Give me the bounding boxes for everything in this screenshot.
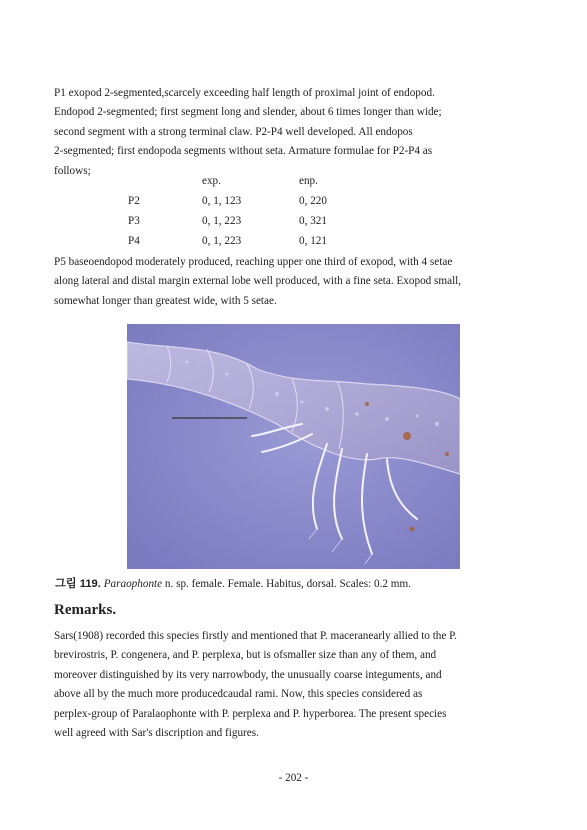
formula-leg: P2: [128, 195, 140, 207]
text-line: Endopod 2-segmented; first segment long and slender, about 6 times longer than wide;: [54, 106, 442, 119]
formula-enp: 0, 321: [299, 215, 327, 227]
header-exp: exp.: [202, 175, 221, 187]
page-number: - 202 -: [278, 772, 309, 784]
copepod-illustration: [127, 324, 460, 569]
formula-leg: P3: [128, 215, 140, 227]
formula-enp: 0, 220: [299, 195, 327, 207]
text-line: P5 baseoendopod moderately produced, reaching upper one third of exopod, with 4 setae: [54, 256, 453, 268]
text-line: well agreed with Sar's discription and figures.: [54, 727, 259, 740]
formula-leg: P4: [128, 235, 140, 247]
text-line: Sars(1908) recorded this species firstly and mentioned that P. maceranearly allied to the P.: [54, 630, 457, 642]
remarks-paragraph: [54, 627, 536, 743]
caption-label: 그림 119.: [55, 578, 101, 590]
caption-text: n. sp. female. Female. Habitus, dorsal. Scales: 0.2 mm.: [162, 578, 411, 590]
specimen-micrograph: [127, 324, 460, 569]
text-line: perplex-group of Paralaophonte with P. perplexa and P. hyperborea. The present species: [54, 707, 447, 720]
text-line: somewhat longer than greatest wide, with 5 setae.: [54, 294, 277, 307]
paragraph-p5: [54, 253, 536, 311]
paragraph-appendages: [54, 84, 536, 181]
figure-caption: [55, 575, 411, 591]
formula-enp: 0, 121: [299, 235, 327, 247]
text-line: 2-segmented; first endopoda segments without seta. Armature formulae for P2-P4 as: [54, 145, 433, 158]
text-line: along lateral and distal margin external lobe well produced, with a fine seta. Exopod small,: [54, 275, 462, 288]
text-line: above all by the much more producedcaudal rami. Now, this species considered as: [54, 688, 423, 701]
text-line: follows;: [54, 164, 91, 177]
text-line: moreover distinguished by its very narrowbody, the unusually coarse integuments, and: [54, 668, 442, 681]
text-line: second segment with a strong terminal claw. P2-P4 well developed. All endopos: [54, 125, 413, 138]
remarks-heading: Remarks.: [54, 602, 117, 618]
formula-exp: 0, 1, 223: [202, 215, 242, 227]
text-line: brevirostris, P. congenera, and P. perplexa, but is ofsmaller size than any of them, and: [54, 649, 437, 662]
caption-genus: Paraophonte: [103, 578, 163, 590]
formula-exp: 0, 1, 123: [202, 195, 242, 207]
formula-exp: 0, 1, 223: [202, 235, 242, 247]
text-line: P1 exopod 2-segmented,scarcely exceeding half length of proximal joint of endopod.: [54, 87, 435, 99]
header-enp: enp.: [299, 175, 318, 187]
